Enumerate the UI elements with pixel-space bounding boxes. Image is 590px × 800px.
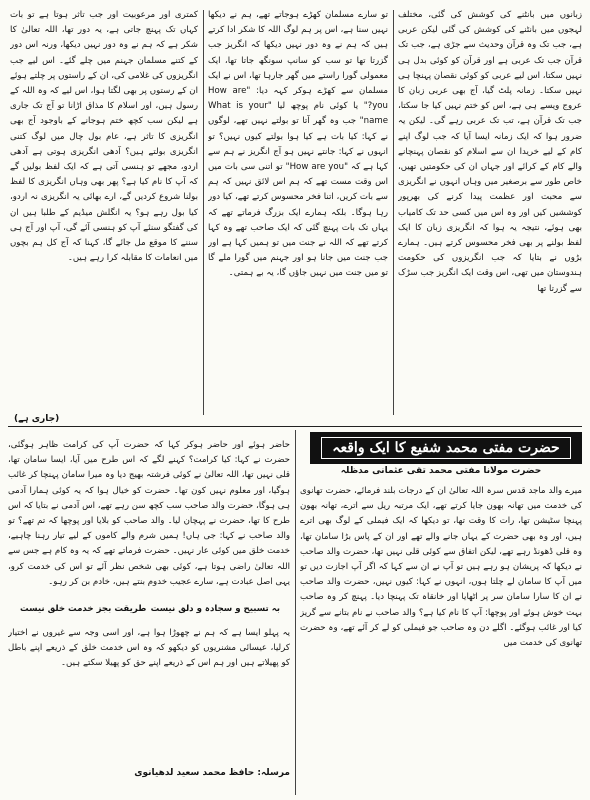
article-byline: حضرت مولانا مفتی محمد تقی عثمانی مدظلہ [340, 466, 542, 476]
body-text: میرے والد ماجد قدس سرہ اللہ تعالیٰ ان کے درجات بلند فرمائے، حضرت تھانوی کی خدمت میں تھانہ بھون جایا کرتے تھے، ایک مرتبہ ریل سے اترے، تھانہ بھون پہنچا سٹیشن تھا، رات کا وقت تھا، تو دیکھا کہ ایک فیملی کے لوگ بھی اترے ہیں، اور وہ بھی حضرت کے یہاں جانے والے تھے اور ان کے پاس بڑا سامان تھا، وہ قلی ڈھونڈ رہے تھے، لیکن اتفاق سے کوئی قلی نہیں تھا، حضرت والد صاحب نے دیکھا کہ پریشان ہو رہے ہیں تو آپ نے ان سے کہا کہ اگر آپ اجازت دیں تو میں آپ کا سامان لے چلتا ہوں، انہوں نے کہا: کیوں نہیں، حضرت والد صاحب نے ان کا سارا سامان سر پر اٹھایا اور خانقاہ تک پہنچا دیا۔ پہنچ کر وہ صاحب بہت خوش ہوئے اور پوچھا: آپ کا نام کیا ہے؟ والد صاحب نے نام بتانے سے گریز کیا اور غائب ہوگئے۔ اگلے دن وہ صاحب جو فیملی کو لے کر آئے تھے، وہ حضرت تھانوی کی خدمت میں [300, 486, 582, 649]
article-title-banner [310, 432, 582, 464]
article-column-middle [208, 8, 388, 418]
couplet-line: بہ تسبیح و سجادہ و دلق نیست [150, 604, 280, 614]
section-divider [8, 426, 582, 427]
article-column-right [398, 8, 582, 418]
column-divider [393, 10, 394, 415]
column-text: تو سارے مسلمان کھڑے ہوجاتے تھے، ہم نے دیکھا نہیں سنا ہے، اس پر ہم لوگ اللہ کا شکر ادا کرتے ہیں کہ ہم نے وہ دور نہیں دیکھا کہ انگریز جب گزرتا تھا تو سب کو سانپ سونگھ جاتا تھا، ایک معمولی گورا راستے میں گھر جارہا تھا، اس نے ایک مسلمان سے کھڑے ہوکر کہہ دیا: "How are you?" یا کوئی نام پوچھ لیا "What is your name" جب وہ گھر آتا تو بولتے نہیں تھے، لوگوں نے کہا: کیا بات ہے کیا ہوا بولتے کیوں نہیں؟ تو انہوں نے کہا: جانتے نہیں ہو آج انگریز نے ہم سے کہا ہے کہ "How are you" تو اتنی سی بات میں اس وقت مست تھے کہ ہم اس لائق نہیں کہ ہم سے بات کریں، اتنا فخر محسوس کرتے تھے، کیا دور رہا ہوگا۔ بلکہ ہمارے ایک بزرگ فرماتے تھے کہ یہاں تک بات پہنچ گئی کہ ایک صاحب تھے وہ کہا کرتے تھے کہ اللہ نے جنت میں تو ہمیں کہا ہے اور جب جنت میں جانا ہو اور جہنم میں گورا ملے گا تو میں جنت میں نہیں جاؤں گا، یہ بے ہمتی۔ [208, 10, 388, 279]
lower-column-divider [295, 430, 296, 795]
couplet-line: طریقت بجز خدمت خلق نیست [20, 604, 147, 614]
article-body-left [8, 438, 290, 600]
persian-couplet [20, 604, 280, 614]
sender-credit: مرسلہ: حافظ محمد سعید لدھیانوی [134, 768, 290, 778]
body-text: یہ پہلو ایسا ہے کہ ہم نے چھوڑا ہوا ہے، اور اسی وجہ سے غیروں نے اختیار کرلیا، عیسائی مشنریوں کو دیکھو کہ وہ اس خدمت خلق کے ذریعے اپنے باطل کو پھیلاتے ہیں اور ہم اس کے ذریعے اپنے حق کو پھیلا سکتے ہیں۔ [8, 628, 290, 669]
article-title: حضرت مفتی محمد شفیع کا ایک واقعہ [321, 437, 570, 459]
article-body-left-continued [8, 626, 290, 760]
body-text: حاضر ہوئے اور حاضر ہوکر کہا کہ حضرت آپ کی کرامت ظاہر ہوگئی، حضرت نے کہا: کیا کرامت؟ کہنے لگے کہ اس طرح میں آیا، ایسا سامان تھا، قلی نہیں تھا، اللہ تعالیٰ نے کوئی فرشتہ بھیج دیا وہ میرا سامان پہنچا کر غائب ہوگیا، اور معلوم نہیں کون تھا۔ حضرت کو خیال ہوا کہ یہ کوئی ہمارا آدمی ہی ہوگا، حضرت والد صاحب سب کچھ سن رہے تھے، اس آدمی نے بتایا کہ اس طرح کا تھا، حضرت نے پہچان لیا۔ والد صاحب کو بلایا اور پوچھا کہ تم تھے؟ تو والد صاحب نے کہا: جی ہاں! ہمیں شرم والے کاموں کے لیے تیار رہنا چاہیے، خدمت خلق میں کوئی عار نہیں۔ حضرت فرماتے تھے کہ یہ وہ کام ہے جس سے اللہ تعالیٰ راضی ہوتا ہے، کوئی بھی شخص نظر آئے تو اس کی خدمت کرو، یہی اصل عبادت ہے، سارے عجیب خدوم بنتے ہیں، خادم بن کر رہو۔ [8, 440, 290, 587]
column-text: کمتری اور مرعوبیت اور جب تاثر ہوتا ہے تو بات کہاں تک پہنچ جاتی ہے، یہ دور تھا، اللہ تعالیٰ کا شکر ہے کہ ہم نے وہ دور نہیں دیکھا، ورنہ اس دور کے کتنے مسلمان جہنم میں چلے گئے۔ اس لیے جب انگریزوں کی غلامی کی، ان کے راستوں پر چلتے ہوئے ان کے رستوں پر بھی لگتا ہوا، اس لیے کہ وہ اللہ کے رسول ہیں، اور اسلام کا مذاق اڑانا تو آج تک جاری ہے لیکن سب کچھ ختم ہوجانے کے باوجود آج بھی انگریزی کا تاثر ہے، عام بول چال میں لوگ کتنی انگریزی بولتے ہیں؟ آدھی انگریزی ہوتی ہے آدھی اردو، مجھے تو ہنسی آتی ہے کہ ایک لفظ بولیں گے کہ آپ کا نام کیا ہے؟ پھر بھی وہاں انگریزی کا لفظ بولنا شروع کردیں گے، ارے بھائی یہ انگریزی نہ اردو، کیا بول رہے ہو؟ یہ انگلش میڈیم کے طلبا ہیں ان کی گفتگو سنئے آپ کو ہنسی آئے گی، آپ اور آج ہی سننے کا موقع مل جائے گا، کہنا کہ آج کل ہم بچوں میں انعامات کا مقابلہ کرا رہے ہیں۔ [10, 10, 198, 264]
article-column-left [10, 8, 198, 418]
article-body-right [300, 484, 582, 794]
continued-mark: (جاری ہے) [14, 414, 60, 424]
column-text: زبانوں میں بانٹنے کی کوشش کی گئی، مختلف لہجوں میں بانٹنے کی کوشش کی گئی لیکن عربی ہے، جب تک وہ قرآن وحدیث سے جڑی ہے، جب تک قرآن جب تک عربی ہے اور قرآن کو کوئی بدل ہی نہیں سکتا، اس لیے عربی کو کوئی نقصان پہنچا ہی نہیں سکتا۔ زمانہ پلٹ گیا، آج بھی عربی زبان کا عروج ویسے ہی ہے، اس کو ختم نہیں کیا جا سکتا، جب تک قرآن ہے، تب تک عربی رہے گی۔ لیکن یہ ضرور ہوا کہ ایک زمانہ ایسا آیا کہ جب لوگ اپنے کام کے لیے خریدا ان سے اسلام کو نقصان پہنچانے والے کام کے کرائے اور جہاں ان کی حکومتیں تھیں، خاص طور سے برصغیر میں وہاں انہوں نے انگریزی سے محبت اور عظمت پیدا کرنے کی بھرپور کوششیں کیں اور وہ اس میں کسی حد تک کامیاب بھی ہوئے، نتیجہ یہ ہوا کہ انگریزی زبان کا ایک لفظ بولنے پر بھی فخر محسوس کرتے ہیں۔ ہمارے بڑوں نے بتایا کہ جب انگریزوں کی حکومت ہندوستان میں تھی، اس وقت ایک انگریز جب سڑک سے گزرتا تھا [398, 10, 582, 294]
column-divider [203, 10, 204, 415]
